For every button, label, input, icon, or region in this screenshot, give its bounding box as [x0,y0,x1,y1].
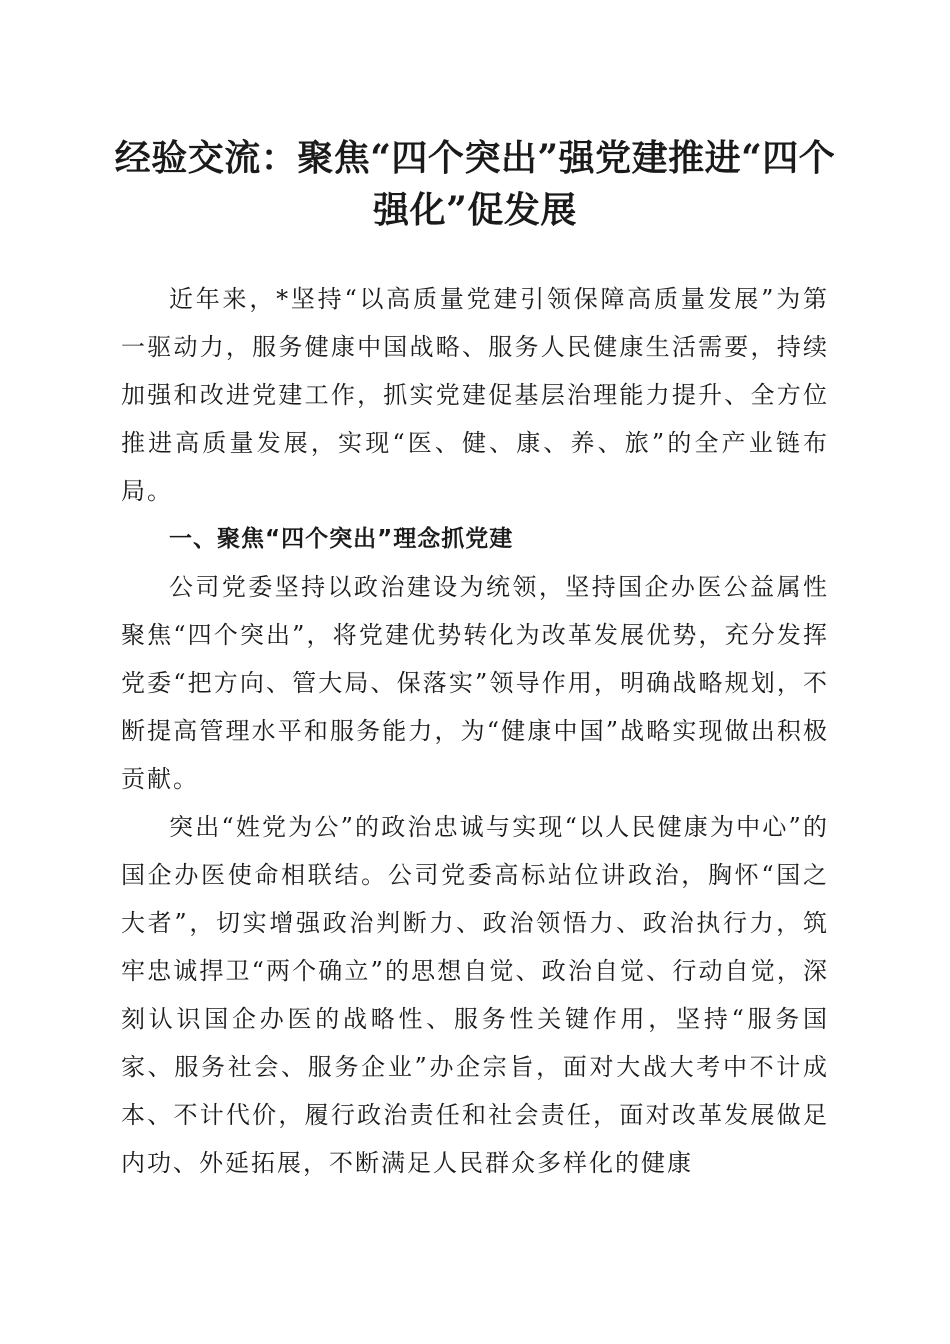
section1-paragraph-1: 公司党委坚持以政治建设为统领，坚持国企办医公益属性聚焦“四个突出”，将党建优势转化为改革发展优势，充分发挥党委“把方向、管大局、保落实”领导作用，明确战略规划，不断提高管理水平和服务能力，为“健康中国”战略实现做出积极贡献。 [121,573,829,793]
intro-paragraph: 近年来，*坚持“以高质量党建引领保障高质量发展”为第一驱动力，服务健康中国战略、服务人民健康生活需要，持续加强和改进党建工作，抓实党建促基层治理能力提升、全方位推进高质量发展，实现“医、健、康、养、旅”的全产业链布局。 [121,285,829,505]
section-heading-1: 一、聚焦“四个突出”理念抓党建 [169,526,514,552]
section1-paragraph-2: 突出“姓党为公”的政治忠诚与实现“以人民健康为中心”的国企办医使命相联结。公司党委高标站位讲政治，胸怀“国之大者”，切实增强政治判断力、政治领悟力、政治执行力，筑牢忠诚捍卫“两个确立”的思想自觉、政治自觉、行动自觉，深刻认识国企办医的战略性、服务性关键作用，坚持“服务国家、服务社会、服务企业”办企宗旨，面对大战大考中不计成本、不计代价，履行政治责任和社会责任，面对改革发展做足内功、外延拓展，不断满足人民群众多样化的健康 [121,813,829,1177]
document-body [121,275,829,1187]
document-title: 经验交流：聚焦“四个突出”强党建推进“四个强化”促发展 [114,137,836,231]
